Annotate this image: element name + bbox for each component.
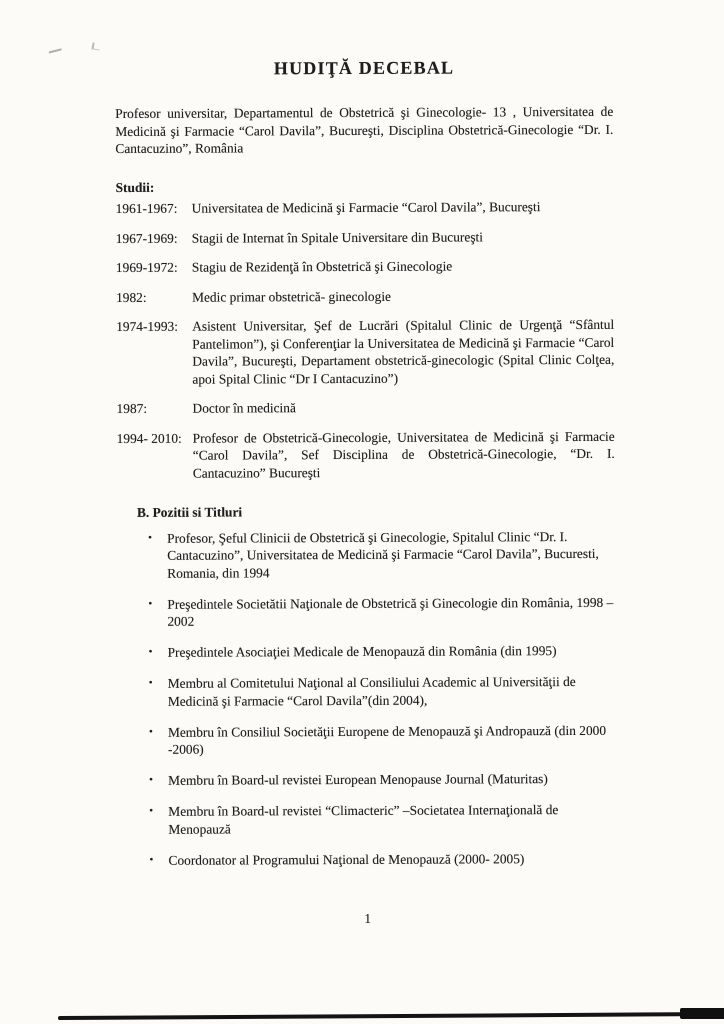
list-item: [149, 642, 616, 662]
studii-years: 1994- 2010:: [116, 430, 182, 446]
list-item: [149, 770, 616, 790]
studii-text: Profesor de Obstetrică-Ginecologie, Universitatea de Medicină şi Farmacie “Carol Davila”, Sef Disciplina de Obstetrică-Ginecologie, “Dr. I. Cantacuzino” Bucureşti: [192, 428, 615, 481]
bullet-icon: •: [148, 676, 153, 689]
studii-row: [116, 198, 614, 218]
section-b-heading: B. Pozitii si Titluri: [136, 504, 243, 520]
list-item: [148, 527, 615, 582]
list-item-text: Membru în Board-ul revistei “Climacteric” –Societatea Internaţională de Menopauză: [168, 802, 559, 837]
studii-row: [116, 227, 614, 247]
list-item: [149, 849, 616, 869]
studii-years: 1982:: [116, 289, 147, 305]
list-item-text: Preşedintele Societătii Naţionale de Obstetrică şi Ginecologie din România, 1998 – 2002: [167, 594, 614, 629]
bullet-icon: •: [148, 725, 153, 738]
list-item-text: Membru în Board-ul revistei European Menopause Journal (Maturitas): [168, 771, 548, 788]
studii-years: 1969-1972:: [115, 259, 178, 275]
list-item: [149, 673, 616, 710]
studii-text: Medic primar obstetrică- ginecologie: [192, 288, 392, 305]
studii-text: Stagii de Internat în Spitale Universitare din Bucureşti: [191, 228, 484, 246]
pencil-mark: [91, 42, 100, 50]
studii-text: Doctor în medicină: [192, 400, 296, 416]
bullet-icon: •: [149, 773, 154, 786]
list-item: [149, 721, 616, 758]
studii-text: Universitatea de Medicină şi Farmacie “Carol Davila”, Bucureşti: [191, 199, 541, 216]
list-item-text: Membru al Comitetului Naţional al Consiliului Academic al Universităţii de Medicină şi Farmacie “Carol Davila”(din 2004),: [167, 673, 576, 709]
bullet-icon: •: [149, 853, 154, 866]
scan-artifact-bottom-line: [58, 1012, 724, 1020]
bullet-icon: •: [148, 597, 153, 610]
studii-row: [116, 398, 614, 418]
bullet-icon: •: [148, 531, 152, 544]
studii-text: Stagiu de Rezidenţă în Obstetrică şi Ginecologie: [191, 258, 453, 275]
page-number: 1: [364, 910, 372, 926]
studii-row: [116, 257, 614, 277]
list-item-text: Preşedintele Asociaţiei Medicale de Menopauză din România (din 1995): [167, 643, 557, 660]
list-item: [149, 801, 616, 838]
studii-row: [116, 286, 614, 306]
scan-artifact-corner-blob: [680, 1008, 724, 1019]
studii-years: 1967-1969:: [115, 230, 178, 246]
studii-row: [116, 316, 614, 388]
bullet-icon: •: [148, 645, 153, 658]
list-item-text: Profesor, Şeful Clinicii de Obstetrică şi Ginecologie, Spitalul Clinic “Dr. I. Cantacuzino”, Universitatea de Medicină şi Farmacie “Carol Davila”, Bucuresti, Romania, din 1994: [167, 528, 599, 581]
list-item-text: Coordonator al Programului Naţional de Menopauză (2000- 2005): [168, 850, 525, 868]
list-item-text: Membru în Consiliul Societăţii Europene de Menopauză şi Andropauză (din 2000 -2006): [167, 722, 607, 757]
intro-paragraph: Profesor universitar, Departamentul de Obstetrică şi Ginecologie- 13 , Universitatea de Medicină şi Farmacie “Carol Davila”, Bucureşti, Disciplina Obstetrică-Ginecologie “Dr. I. Cantacuzino”, România: [115, 103, 614, 156]
studii-text: Asistent Universitar, Şef de Lucrări (Spitalul Clinic de Urgenţă “Sfântul Pantelimon”), şi Conferenţiar la Universitatea de Medicină şi Farmacie “Carol Davila”, Bucureşti, Departament obstetrică-ginecologic (Spital Clinic Colţea, apoi Spital Clinic “Dr I Cantacuzino”): [192, 316, 615, 387]
studii-years: 1987:: [116, 400, 148, 416]
studii-heading: Studii:: [115, 179, 155, 195]
positions-list: [117, 527, 616, 869]
studii-years: 1974-1993:: [116, 318, 178, 334]
studii-years: 1961-1967:: [115, 200, 178, 216]
list-item: [148, 593, 615, 630]
studii-list: [116, 198, 615, 482]
cv-content: [115, 56, 617, 929]
studii-row: [117, 427, 615, 482]
document-title: HUDIŢĂ DECEBAL: [273, 57, 455, 79]
pencil-mark: [47, 43, 62, 54]
bullet-icon: •: [149, 804, 154, 817]
